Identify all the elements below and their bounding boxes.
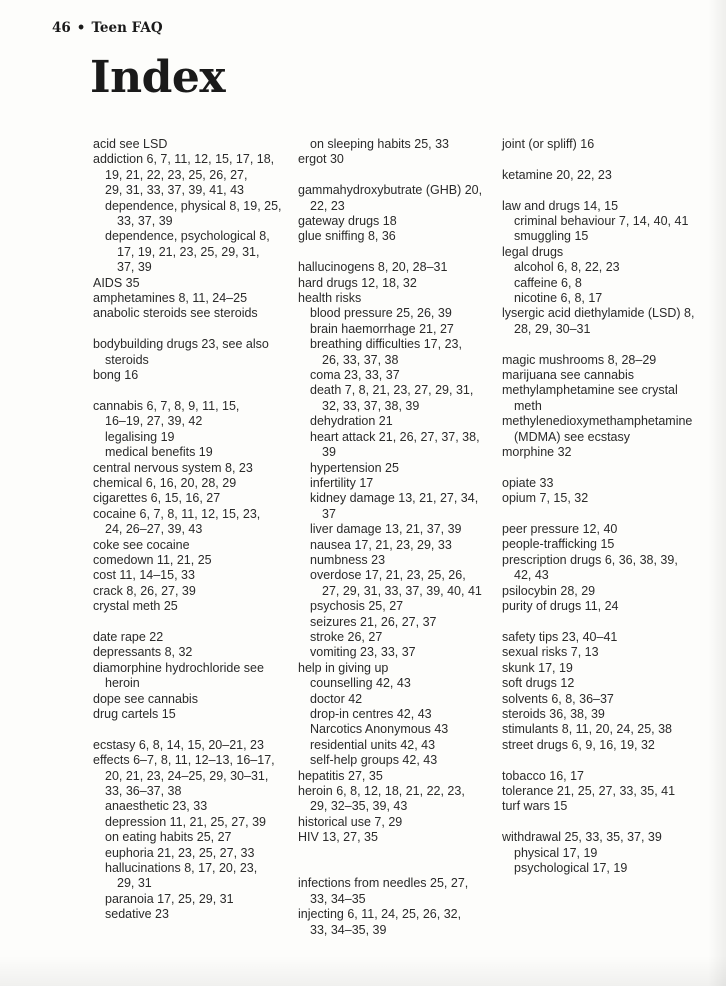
index-entry: safety tips 23, 40–41 [502, 629, 618, 644]
index-subentry: Narcotics Anonymous 43 [310, 722, 449, 737]
index-gap [502, 753, 707, 768]
index-gap [93, 383, 293, 398]
index-entry: stimulants 8, 11, 20, 24, 25, 38 [502, 722, 673, 737]
page-title: Index [90, 52, 226, 103]
index-entry: peer pressure 12, 40 [502, 522, 618, 537]
index-subentry: anaesthetic 23, 33 [105, 799, 208, 814]
index-subentry: euphoria 21, 23, 25, 27, 33 [105, 845, 255, 860]
index-gap [502, 507, 707, 522]
index-subentry: caffeine 6, 8 [514, 275, 582, 290]
index-entry: historical use 7, 29 [298, 814, 403, 829]
index-entry-continuation: heroin [105, 676, 140, 691]
index-gap [93, 615, 293, 630]
index-subentry: psychological 17, 19 [514, 860, 628, 875]
index-column-3 [502, 137, 707, 876]
index-subentry: on sleeping habits 25, 33 [310, 137, 449, 151]
index-entry: ketamine 20, 22, 23 [502, 167, 612, 182]
index-entry: turf wars 15 [502, 799, 568, 814]
index-gap [502, 152, 707, 167]
index-subentry: alcohol 6, 8, 22, 23 [514, 260, 620, 275]
index-subentry: heart attack 21, 26, 27, 37, 38, [310, 429, 480, 444]
index-entry: glue sniffing 8, 36 [298, 229, 396, 244]
index-entry-continuation: 22, 23 [310, 198, 345, 213]
index-subentry: drop-in centres 42, 43 [310, 707, 432, 721]
index-entry: legal drugs [502, 244, 564, 259]
index-entry: methylenedioxymethamphetamine [502, 414, 693, 429]
index-entry: ergot 30 [298, 152, 344, 167]
index-entry-continuation: 39 [322, 445, 336, 460]
index-entry: bodybuilding drugs 23, see also [93, 337, 269, 352]
index-subentry: liver damage 13, 21, 37, 39 [310, 522, 462, 537]
index-subentry: overdose 17, 21, 23, 25, 26, [310, 568, 466, 583]
index-subentry: infertility 17 [310, 475, 374, 490]
index-entry: injecting 6, 11, 24, 25, 26, 32, [298, 907, 462, 922]
index-subentry: counselling 42, 43 [310, 676, 411, 691]
index-entry: purity of drugs 11, 24 [502, 599, 619, 614]
index-column-2 [298, 137, 498, 938]
index-subentry: blood pressure 25, 26, 39 [310, 306, 452, 321]
index-entry: heroin 6, 8, 12, 18, 21, 22, 23, [298, 784, 465, 799]
index-entry-continuation: 16–19, 27, 39, 42 [105, 414, 203, 429]
index-entry: opiate 33 [502, 475, 554, 490]
index-entry: ecstasy 6, 8, 14, 15, 20–21, 23 [93, 737, 264, 752]
index-entry: tobacco 16, 17 [502, 768, 585, 783]
index-gap [298, 245, 498, 260]
index-subentry: death 7, 8, 21, 23, 27, 29, 31, [310, 383, 474, 398]
index-entry: crack 8, 26, 27, 39 [93, 583, 196, 598]
index-entry: dope see cannabis [93, 691, 198, 706]
index-gap [298, 846, 498, 861]
index-subentry: dehydration 21 [310, 414, 393, 429]
index-entry: health risks [298, 291, 362, 306]
index-subentry: psychosis 25, 27 [310, 599, 404, 614]
index-entry: sexual risks 7, 13 [502, 645, 599, 660]
index-entry-continuation: 27, 29, 31, 33, 37, 39, 40, 41 [322, 583, 482, 598]
index-entry-continuation: 33, 34–35, 39 [310, 922, 387, 937]
index-entry: methylamphetamine see crystal [502, 383, 678, 398]
index-subentry: smuggling 15 [514, 229, 589, 244]
index-subentry: vomiting 23, 33, 37 [310, 645, 416, 660]
index-entry: date rape 22 [93, 629, 164, 644]
index-entry-continuation: 33, 37, 39 [117, 214, 173, 229]
index-gap [502, 615, 707, 630]
index-subentry: on eating habits 25, 27 [105, 830, 232, 845]
index-entry: HIV 13, 27, 35 [298, 830, 378, 845]
index-entry-continuation: 24, 26–27, 39, 43 [105, 522, 203, 537]
index-subentry: legalising 19 [105, 429, 175, 444]
index-entry: cigarettes 6, 15, 16, 27 [93, 491, 221, 506]
index-entry: joint (or spliff) 16 [502, 137, 595, 151]
index-entry: street drugs 6, 9, 16, 19, 32 [502, 737, 655, 752]
index-entry: tolerance 21, 25, 27, 33, 35, 41 [502, 783, 676, 798]
index-entry: hepatitis 27, 35 [298, 768, 383, 783]
index-entry-continuation: meth [514, 398, 542, 413]
index-subentry: residential units 42, 43 [310, 737, 436, 752]
index-entry: soft drugs 12 [502, 676, 575, 691]
index-entry-continuation: steroids [105, 352, 149, 367]
index-entry: lysergic acid diethylamide (LSD) 8, [502, 306, 695, 321]
index-entry-continuation: 33, 34–35 [310, 891, 366, 906]
index-entry: solvents 6, 8, 36–37 [502, 691, 614, 706]
index-entry-continuation: 29, 31, 33, 37, 39, 41, 43 [105, 183, 245, 198]
index-entry: steroids 36, 38, 39 [502, 706, 605, 721]
index-entry-continuation: 42, 43 [514, 568, 549, 583]
index-gap [502, 460, 707, 475]
index-entry: help in giving up [298, 660, 389, 675]
index-subentry: doctor 42 [310, 691, 363, 706]
index-entry: people-trafficking 15 [502, 537, 615, 552]
index-subentry: criminal behaviour 7, 14, 40, 41 [514, 214, 689, 228]
index-subentry: self-help groups 42, 43 [310, 753, 438, 768]
index-entry: coke see cocaine [93, 537, 190, 552]
index-entry: effects 6–7, 8, 11, 12–13, 16–17, [93, 753, 275, 768]
index-entry: addiction 6, 7, 11, 12, 15, 17, 18, [93, 152, 275, 167]
index-entry: infections from needles 25, 27, [298, 876, 469, 891]
index-entry: chemical 6, 16, 20, 28, 29 [93, 475, 237, 490]
index-subentry: numbness 23 [310, 552, 386, 567]
index-entry: cocaine 6, 7, 8, 11, 12, 15, 23, [93, 506, 261, 521]
index-subentry: dependence, physical 8, 19, 25, [105, 198, 282, 213]
index-entry: prescription drugs 6, 36, 38, 39, [502, 552, 678, 567]
index-gap [298, 861, 498, 876]
index-gap [502, 183, 707, 198]
index-entry: hallucinogens 8, 20, 28–31 [298, 260, 448, 275]
index-entry: crystal meth 25 [93, 599, 178, 614]
index-entry: gammahydroxybutrate (GHB) 20, [298, 183, 483, 198]
index-subentry: brain haemorrhage 21, 27 [310, 321, 454, 336]
index-entry-continuation: 19, 21, 22, 23, 25, 26, 27, [105, 167, 248, 182]
index-entry: hard drugs 12, 18, 32 [298, 275, 417, 290]
index-subentry: nausea 17, 21, 23, 29, 33 [310, 537, 452, 552]
index-entry-continuation: 26, 33, 37, 38 [322, 352, 399, 367]
index-entry: cost 11, 14–15, 33 [93, 568, 195, 583]
index-entry: AIDS 35 [93, 275, 140, 290]
index-entry: central nervous system 8, 23 [93, 460, 253, 475]
index-subentry: physical 17, 19 [514, 845, 598, 860]
index-subentry: breathing difficulties 17, 23, [310, 337, 462, 352]
index-entry: bong 16 [93, 368, 139, 383]
index-entry: amphetamines 8, 11, 24–25 [93, 291, 248, 306]
index-subentry: hallucinations 8, 17, 20, 23, [105, 861, 258, 876]
page-bottom-shadow [0, 956, 726, 986]
index-entry: depressants 8, 32 [93, 645, 193, 660]
index-subentry: nicotine 6, 8, 17 [514, 291, 603, 306]
index-entry: psilocybin 28, 29 [502, 583, 596, 598]
index-subentry: sedative 23 [105, 907, 169, 922]
index-entry: law and drugs 14, 15 [502, 198, 619, 213]
index-entry-continuation: 37, 39 [117, 260, 152, 275]
index-entry: opium 7, 15, 32 [502, 491, 589, 506]
index-entry-continuation: 29, 31 [117, 876, 152, 891]
index-entry-continuation: 29, 32–35, 39, 43 [310, 799, 408, 814]
book-title: Teen FAQ [91, 20, 163, 36]
index-gap [93, 322, 293, 337]
index-entry: diamorphine hydrochloride see [93, 660, 264, 675]
index-subentry: seizures 21, 26, 27, 37 [310, 614, 437, 629]
index-subentry: hypertension 25 [310, 460, 399, 475]
page-number: 46 [52, 20, 71, 36]
index-entry: drug cartels 15 [93, 706, 176, 721]
running-header [52, 20, 163, 36]
index-subentry: paranoia 17, 25, 29, 31 [105, 891, 234, 906]
index-entry: withdrawal 25, 33, 35, 37, 39 [502, 830, 662, 845]
index-entry-continuation: 20, 21, 23, 24–25, 29, 30–31, [105, 768, 269, 783]
index-gap [502, 815, 707, 830]
index-entry: magic mushrooms 8, 28–29 [502, 352, 657, 367]
index-entry-continuation: (MDMA) see ecstasy [514, 429, 630, 444]
index-gap [93, 722, 293, 737]
index-entry: skunk 17, 19 [502, 660, 573, 675]
index-entry-continuation: 28, 29, 30–31 [514, 321, 591, 336]
index-entry: marijuana see cannabis [502, 368, 635, 383]
index-entry: anabolic steroids see steroids [93, 306, 258, 321]
index-gap [298, 168, 498, 183]
page-edge-shadow [708, 0, 726, 986]
index-subentry: dependence, psychological 8, [105, 229, 270, 244]
index-entry-continuation: 37 [322, 506, 336, 521]
index-subentry: coma 23, 33, 37 [310, 368, 400, 383]
index-entry-continuation: 32, 33, 37, 38, 39 [322, 398, 420, 413]
index-column-1 [93, 137, 293, 923]
index-gap [502, 337, 707, 352]
index-entry-continuation: 33, 36–37, 38 [105, 784, 182, 798]
index-entry-continuation: 17, 19, 21, 23, 25, 29, 31, [117, 244, 260, 259]
index-subentry: kidney damage 13, 21, 27, 34, [310, 491, 479, 506]
index-entry: comedown 11, 21, 25 [93, 552, 212, 567]
index-entry: cannabis 6, 7, 8, 9, 11, 15, [93, 398, 240, 413]
index-entry: acid see LSD [93, 137, 168, 151]
header-separator: • [76, 20, 86, 36]
index-subentry: depression 11, 21, 25, 27, 39 [105, 814, 266, 829]
index-subentry: stroke 26, 27 [310, 629, 383, 644]
index-entry: morphine 32 [502, 445, 572, 460]
index-subentry: medical benefits 19 [105, 445, 213, 460]
index-entry: gateway drugs 18 [298, 214, 397, 229]
